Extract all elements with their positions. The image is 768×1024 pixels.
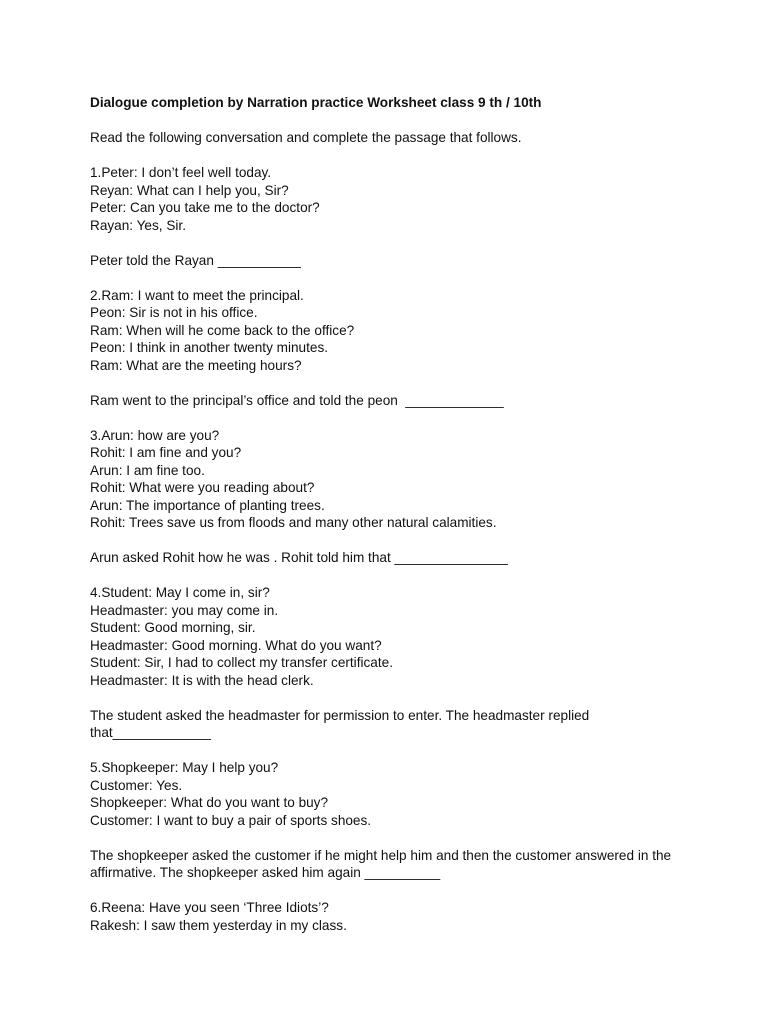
dialogue-line: Peon: I think in another twenty minutes. (90, 340, 329, 355)
questions-list (90, 164, 690, 934)
spacer (90, 269, 690, 287)
spacer (90, 374, 690, 392)
dialogue-line: Customer: I want to buy a pair of sports shoes. (90, 812, 372, 828)
passage-completion-text: The student asked the headmaster for permission to enter. The headmaster replied that_____________ (90, 707, 594, 740)
dialogue-line: Ram: When will he come back to the office? (90, 322, 355, 338)
worksheet-title: Dialogue completion by Narration practice Worksheet class 9 th / 10th (90, 95, 542, 110)
dialogue-line: 4.Student: May I come in, sir? (90, 585, 270, 600)
question-block (90, 164, 690, 287)
dialogue-line: Rohit: What were you reading about? (90, 480, 315, 495)
dialogue-line: 1.Peter: I don’t feel well today. (90, 165, 272, 180)
dialogue-line: Arun: I am fine too. (90, 462, 205, 478)
spacer (90, 829, 690, 847)
question-block (90, 584, 690, 759)
spacer (90, 112, 690, 130)
dialogue-line: Student: Good morning, sir. (90, 620, 256, 635)
spacer (90, 147, 690, 165)
passage-completion-text: Ram went to the principal’s office and told the peon _____________ (90, 392, 504, 408)
passage-completion-text: The shopkeeper asked the customer if he might help him and then the customer answered in the affirmative. The shopkeeper asked him again __________ (90, 847, 675, 880)
dialogue-line: Arun: The importance of planting trees. (90, 497, 325, 513)
spacer (90, 567, 690, 585)
dialogue-line: Reyan: What can I help you, Sir? (90, 182, 289, 198)
dialogue-line: Ram: What are the meeting hours? (90, 357, 302, 373)
spacer (90, 234, 690, 252)
dialogue-line: Headmaster: It is with the head clerk. (90, 672, 314, 688)
spacer (90, 532, 690, 550)
dialogue-line: Rohit: I am fine and you? (90, 445, 242, 460)
question-block (90, 287, 690, 427)
spacer (90, 689, 690, 707)
dialogue-line: 3.Arun: how are you? (90, 427, 220, 443)
dialogue-line: Peter: Can you take me to the doctor? (90, 200, 320, 215)
passage-completion-text: Peter told the Rayan ___________ (90, 252, 301, 268)
spacer (90, 409, 690, 427)
dialogue-line: Student: Sir, I had to collect my transfer certificate. (90, 655, 393, 670)
question-block (90, 427, 690, 585)
dialogue-line: Rakesh: I saw them yesterday in my class. (90, 917, 347, 933)
worksheet-page (90, 94, 690, 934)
dialogue-line: 2.Ram: I want to meet the principal. (90, 287, 304, 303)
dialogue-line: 5.Shopkeeper: May I help you? (90, 760, 279, 775)
dialogue-line: 6.Reena: Have you seen ‘Three Idiots’? (90, 900, 329, 915)
dialogue-line: Rayan: Yes, Sir. (90, 217, 186, 233)
question-block (90, 899, 690, 934)
dialogue-line: Shopkeeper: What do you want to buy? (90, 795, 329, 810)
dialogue-line: Headmaster: you may come in. (90, 602, 279, 618)
dialogue-line: Peon: Sir is not in his office. (90, 305, 258, 320)
dialogue-line: Rohit: Trees save us from floods and many other natural calamities. (90, 515, 497, 530)
dialogue-line: Customer: Yes. (90, 777, 183, 793)
passage-completion-text: Arun asked Rohit how he was . Rohit told him that _______________ (90, 550, 508, 565)
spacer (90, 742, 690, 760)
question-block (90, 759, 690, 899)
spacer (90, 882, 690, 900)
dialogue-line: Headmaster: Good morning. What do you want? (90, 637, 382, 653)
instruction-text: Read the following conversation and complete the passage that follows. (90, 130, 522, 145)
